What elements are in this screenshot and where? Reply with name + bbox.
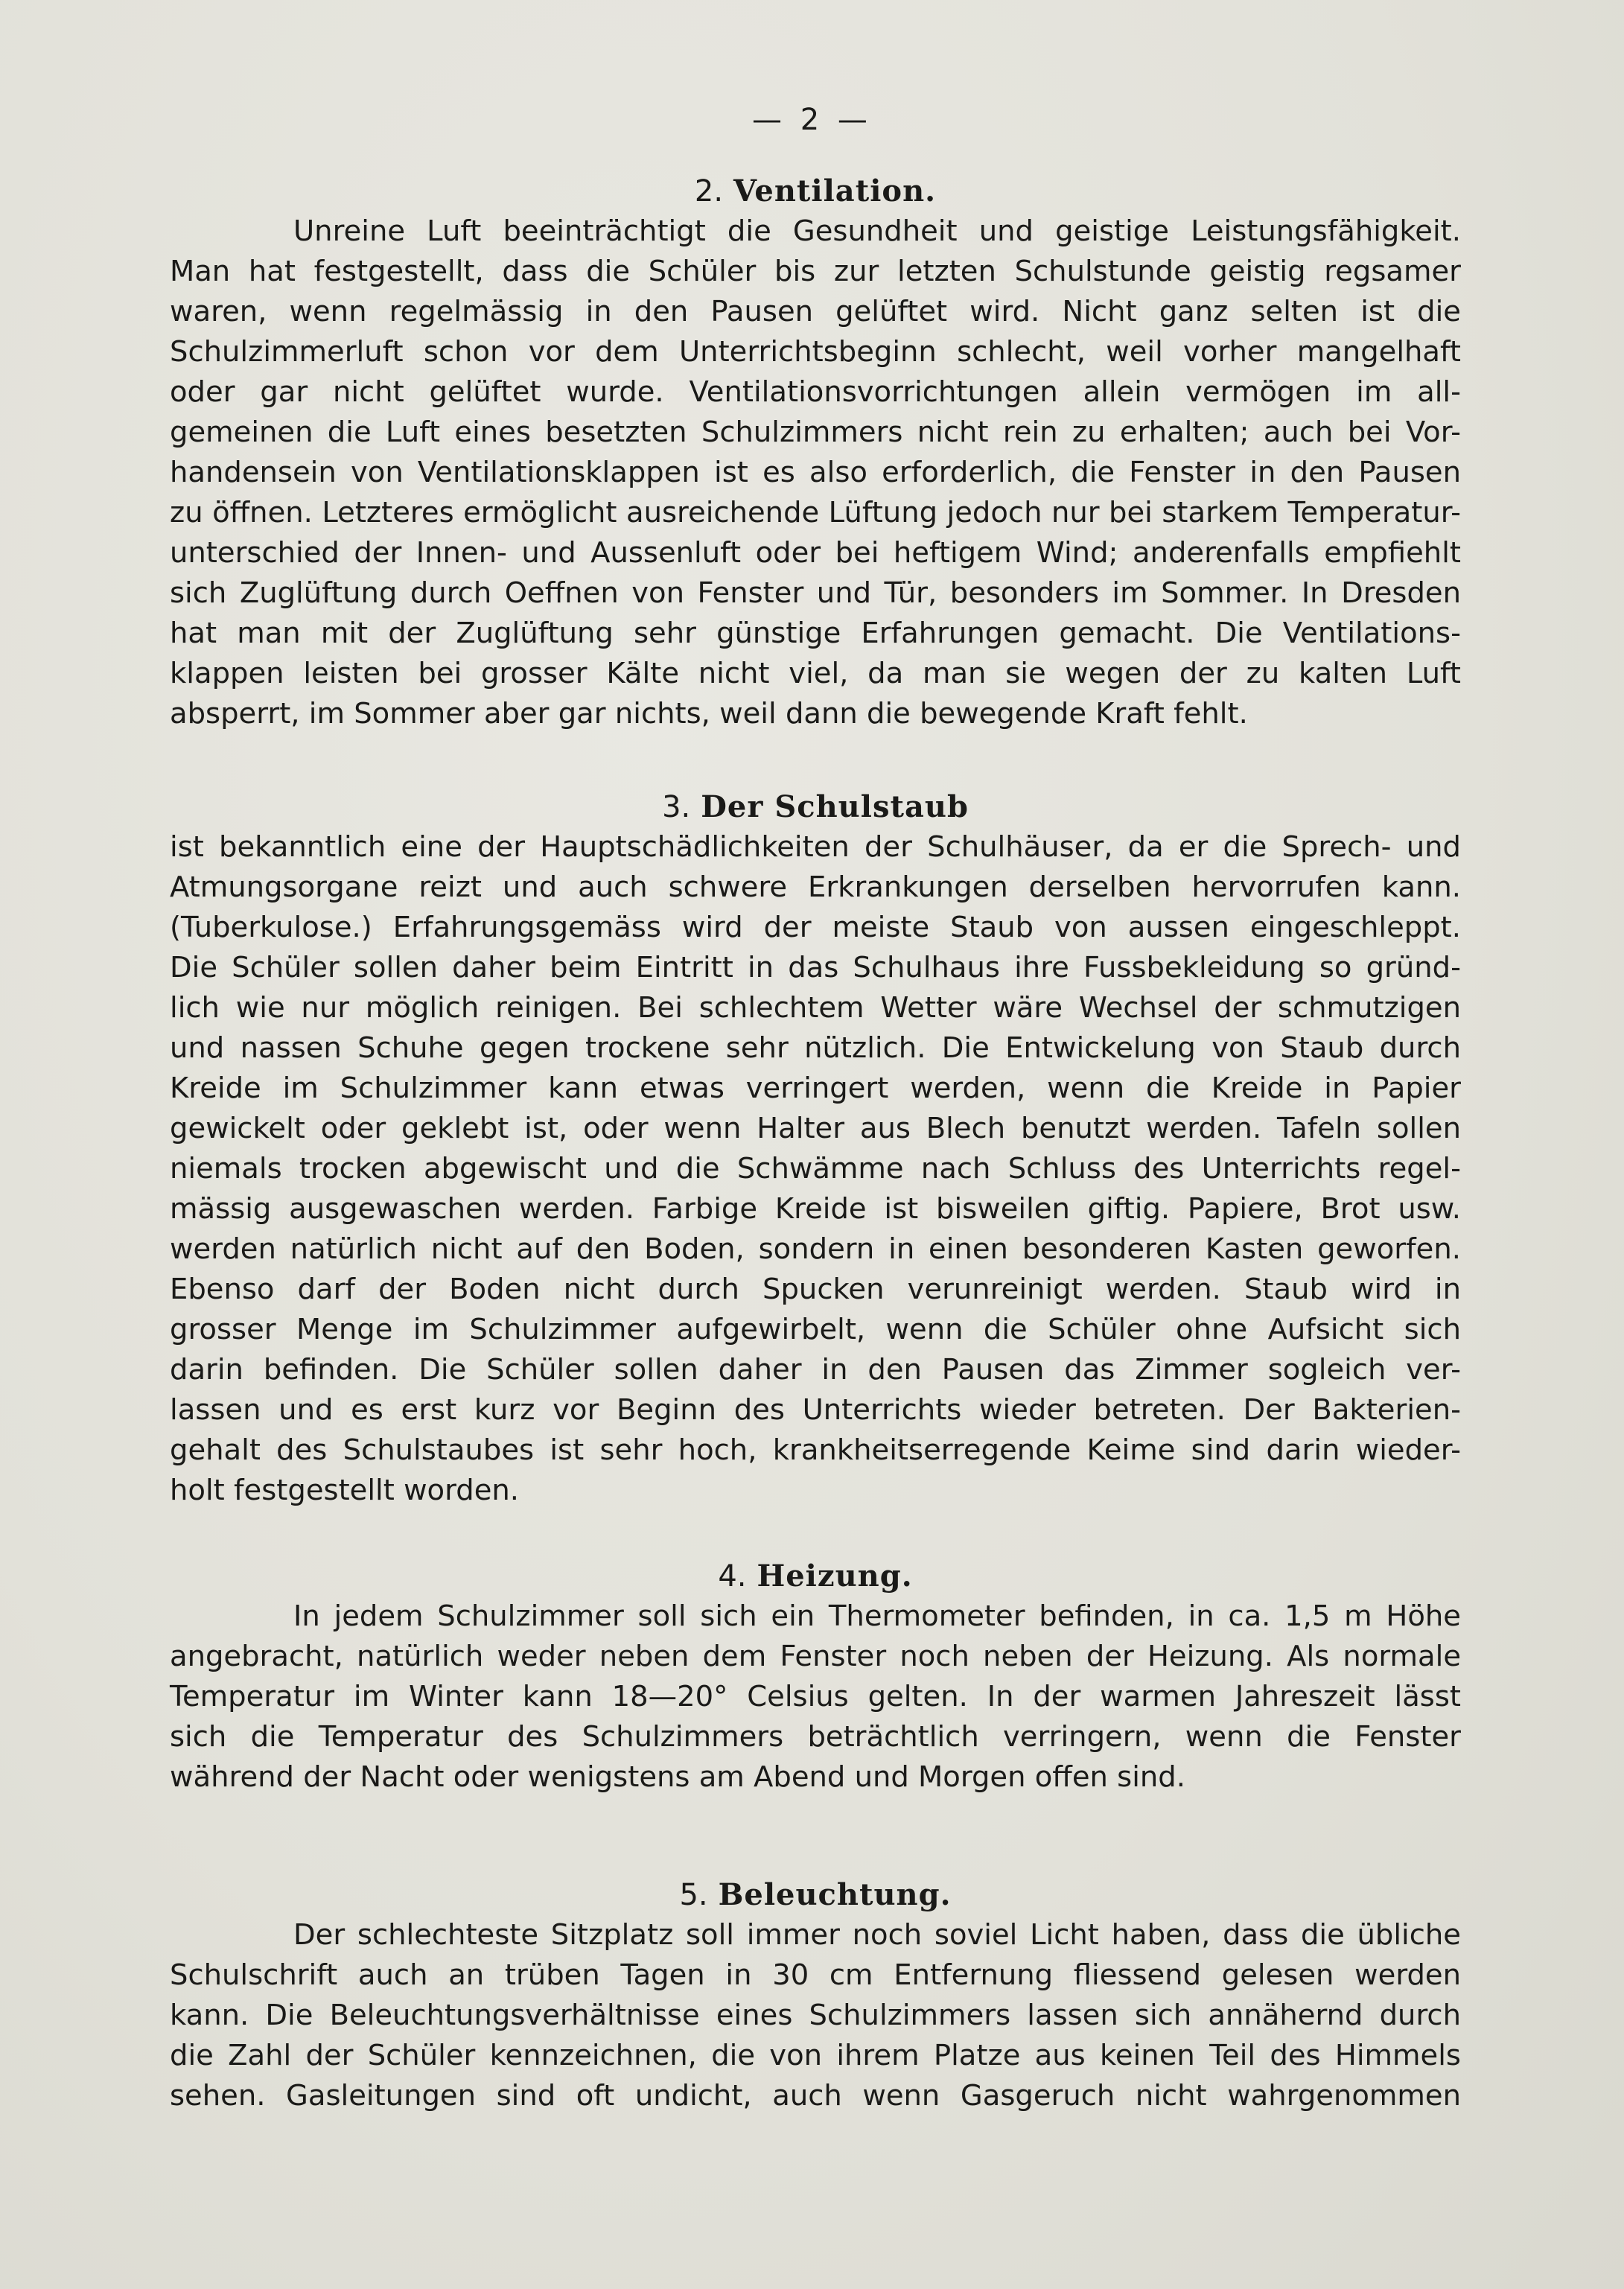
text-line: handensein von Ventilationsklappen ist es also erforderlich, die Fenster in den Pausen: [170, 456, 1461, 489]
text-line: waren, wenn regelmässig in den Pausen gelüftet wird. Nicht ganz selten ist die: [170, 295, 1461, 328]
section-heading: [170, 787, 1461, 827]
section-title: Ventilation.: [733, 173, 937, 208]
text-line: gewickelt oder geklebt ist, oder wenn Halter aus Blech benutzt werden. Tafeln sollen: [170, 1112, 1461, 1145]
section-title: Der Schulstaub: [701, 789, 969, 824]
text-line: sich die Temperatur des Schulzimmers beträchtlich verringern, wenn die Fenster: [170, 1720, 1461, 1754]
text-line: Ebenso darf der Boden nicht durch Spucken verunreinigt werden. Staub wird in: [170, 1273, 1461, 1306]
text-line: ist bekanntlich eine der Hauptschädlichkeiten der Schulhäuser, da er die Sprech- und: [170, 830, 1461, 864]
text-line: holt festgestellt worden.: [170, 1474, 520, 1507]
text-line: oder gar nicht gelüftet wurde. Ventilationsvorrichtungen allein vermögen im all-: [170, 375, 1461, 409]
text-line: unterschied der Innen- und Aussenluft oder bei heftigem Wind; anderenfalls empfiehlt: [170, 536, 1461, 570]
text-line: und nassen Schuhe gegen trockene sehr nützlich. Die Entwickelung von Staub durch: [170, 1031, 1461, 1065]
text-line: Die Schüler sollen daher beim Eintritt in das Schulhaus ihre Fussbekleidung so gründ-: [170, 951, 1461, 984]
section-number: 2.: [694, 174, 724, 208]
text-line: klappen leisten bei grosser Kälte nicht viel, da man sie wegen der zu kalten Luft: [170, 657, 1461, 690]
section-heading: [170, 1875, 1461, 1915]
text-line: Man hat festgestellt, dass die Schüler bis zur letzten Schulstunde geistig regsamer: [170, 255, 1461, 288]
text-line: Schulschrift auch an trüben Tagen in 30 cm Entfernung fliessend gelesen werden: [170, 1958, 1461, 1992]
text-line: zu öffnen. Letzteres ermöglicht ausreichende Lüftung jedoch nur bei starkem Temperatur-: [170, 496, 1461, 529]
text-line: Atmungsorgane reizt und auch schwere Erkrankungen derselben hervorrufen kann.: [170, 870, 1461, 904]
text-line: Temperatur im Winter kann 18—20° Celsius gelten. In der warmen Jahreszeit lässt: [170, 1680, 1461, 1713]
section-heading: [170, 1556, 1461, 1596]
text-line: die Zahl der Schüler kennzeichnen, die von ihrem Platze aus keinen Teil des Himmels: [170, 2039, 1461, 2072]
section-number: 4.: [718, 1559, 747, 1594]
text-line: Der schlechteste Sitzplatz soll immer noch soviel Licht haben, dass die übliche: [293, 1918, 1461, 1952]
text-line: während der Nacht oder wenigstens am Abend und Morgen offen sind.: [170, 1760, 1185, 1794]
text-line: grosser Menge im Schulzimmer aufgewirbelt, wenn die Schüler ohne Aufsicht sich: [170, 1313, 1461, 1346]
text-line: (Tuberkulose.) Erfahrungsgemäss wird der meiste Staub von aussen eingeschleppt.: [170, 911, 1461, 944]
text-line: Unreine Luft beeinträchtigt die Gesundheit und geistige Leistungsfähigkeit.: [293, 214, 1461, 248]
text-line: angebracht, natürlich weder neben dem Fenster noch neben der Heizung. Als normale: [170, 1640, 1461, 1673]
text-line: lich wie nur möglich reinigen. Bei schlechtem Wetter wäre Wechsel der schmutzigen: [170, 991, 1461, 1025]
text-line: Kreide im Schulzimmer kann etwas verringert werden, wenn die Kreide in Papier: [170, 1072, 1461, 1105]
text-line: kann. Die Beleuchtungsverhältnisse eines Schulzimmers lassen sich annähernd durch: [170, 1999, 1461, 2032]
text-line: lassen und es erst kurz vor Beginn des Unterrichts wieder betreten. Der Bakterien-: [170, 1393, 1461, 1427]
section-beleuchtung: [170, 1875, 1461, 2116]
section-ventilation: [170, 171, 1461, 734]
text-line: werden natürlich nicht auf den Boden, sondern in einen besonderen Kasten geworfen.: [170, 1232, 1461, 1266]
text-line: sich Zuglüftung durch Oeffnen von Fenster und Tür, besonders im Sommer. In Dresden: [170, 576, 1461, 610]
text-line: gehalt des Schulstaubes ist sehr hoch, krankheitserregende Keime sind darin wieder-: [170, 1433, 1461, 1467]
text-line: hat man mit der Zuglüftung sehr günstige Erfahrungen gemacht. Die Ventilations-: [170, 617, 1461, 650]
section-heading: [170, 171, 1461, 211]
page-number: — 2 —: [752, 103, 872, 137]
section-schulstaub: [170, 787, 1461, 1511]
text-line: darin befinden. Die Schüler sollen daher in den Pausen das Zimmer sogleich ver-: [170, 1353, 1461, 1387]
text-line: mässig ausgewaschen werden. Farbige Kreide ist bisweilen giftig. Papiere, Brot usw.: [170, 1192, 1461, 1226]
text-line: sehen. Gasleitungen sind oft undicht, auch wenn Gasgeruch nicht wahrgenommen: [170, 2079, 1461, 2113]
section-heizung: [170, 1556, 1461, 1798]
section-title: Beleuchtung.: [718, 1877, 952, 1912]
section-number: 3.: [662, 790, 691, 824]
section-title: Heizung.: [757, 1559, 913, 1594]
section-number: 5.: [679, 1878, 708, 1912]
text-line: absperrt, im Sommer aber gar nichts, weil dann die bewegende Kraft fehlt.: [170, 697, 1248, 730]
text-line: Schulzimmerluft schon vor dem Unterrichtsbeginn schlecht, weil vorher mangelhaft: [170, 335, 1461, 369]
text-line: niemals trocken abgewischt und die Schwämme nach Schluss des Unterrichts regel-: [170, 1152, 1461, 1185]
text-line: gemeinen die Luft eines besetzten Schulzimmers nicht rein zu erhalten; auch bei Vor-: [170, 416, 1461, 449]
text-line: In jedem Schulzimmer soll sich ein Thermometer befinden, in ca. 1,5 m Höhe: [293, 1599, 1461, 1633]
